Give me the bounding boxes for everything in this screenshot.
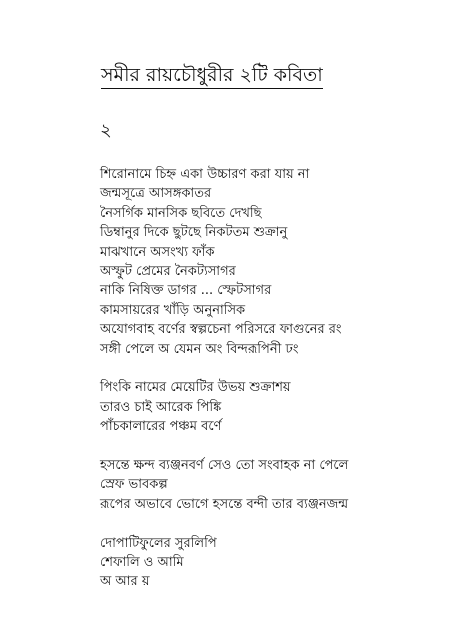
poem-line: ডিম্বানুর দিকে ছুটছে নিকটতম শুক্রানু — [100, 225, 288, 241]
poem-line: সঙ্গী পেলে অ যেমন অং বিন্দরূপিনী ঢং — [100, 341, 299, 357]
poem-line: স্রেফ ভাবকল্প — [100, 477, 168, 493]
poem-stanza — [100, 165, 445, 359]
poem-line: দোপাটিফুলের সুরলিপি — [100, 535, 217, 551]
poem-stanza — [100, 534, 445, 592]
poem-line: নৈসর্গিক মানসিক ছবিতে দেখছি — [100, 205, 262, 221]
poem-stanza — [100, 456, 445, 514]
poem-line: অ আর য় — [100, 574, 150, 590]
poem-line: তারও চাই আরেক পিঙ্কি — [100, 399, 222, 415]
poem-line: অযোগবাহ বর্ণের স্বল্পচেনা পরিসরে ফাগুনের রং — [100, 322, 342, 338]
poem-line: শিরোনামে চিহ্ন একা উচ্চারণ করা যায় না — [100, 167, 310, 182]
poem-line: জন্মসূত্রে আসঙ্গকাতর — [100, 186, 212, 202]
poem-body — [100, 165, 445, 611]
poem-line: শেফালি ও আমি — [100, 555, 184, 571]
poem-line: অস্ফুট প্রেমের নৈকট্যসাগর — [100, 264, 236, 280]
poem-line: নাকি নিষিক্ত ডাগর ... স্ফেটসাগর — [100, 283, 272, 299]
poem-line: কামসায়রের খাঁড়ি অনুনাসিক — [100, 302, 246, 318]
poem-number: ২ — [100, 120, 112, 141]
poem-line: রূপের অভাবে ভোগে হসন্তে বন্দী তার ব্যঞ্জনজন্ম — [100, 496, 349, 512]
poem-stanza — [100, 378, 445, 436]
document-title: সমীর রায়চৌধুরীর ২টি কবিতা — [101, 63, 323, 89]
poem-line: পিংকি নামের মেয়েটির উভয় শুক্রাশয় — [100, 380, 291, 396]
poem-line: মাঝখানে অসংখ্য ফাঁক — [100, 244, 215, 260]
poem-line: পাঁচকালারের পঞ্চম বর্ণে — [100, 419, 222, 435]
poem-line: হসন্তে ক্ষন্দ ব্যঞ্জনবর্ণ সেও তো সংবাহক না পেলে — [100, 458, 349, 474]
